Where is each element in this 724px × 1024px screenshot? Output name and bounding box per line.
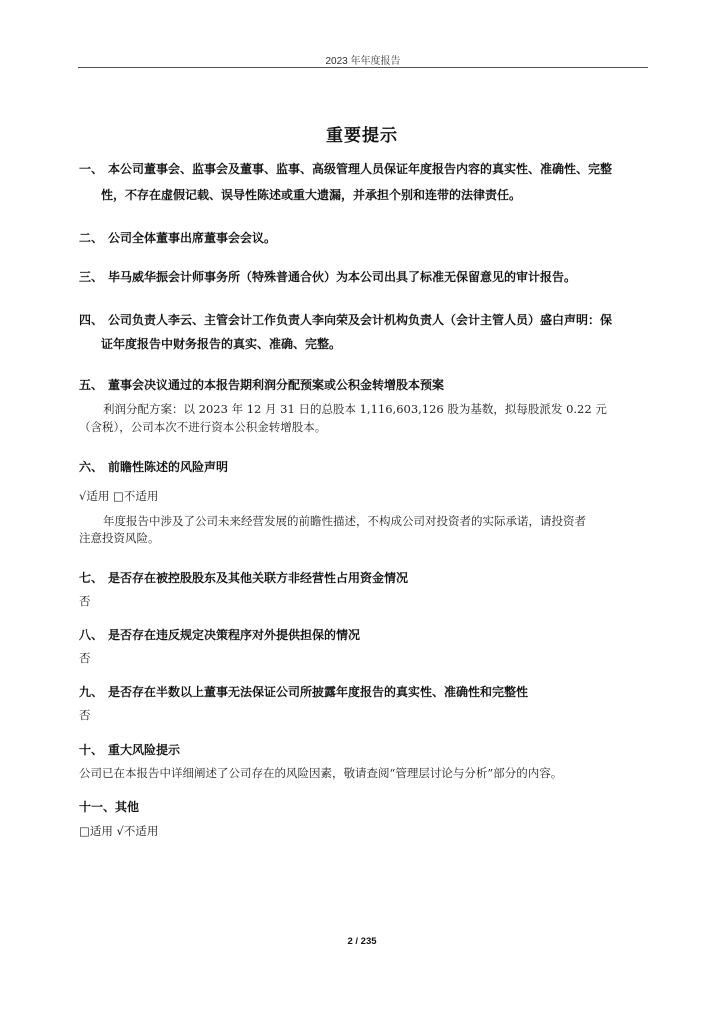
section-1-line-1: 本公司董事会、监事会及董事、监事、高级管理人员保证年度报告内容的真实性、准确性、完整 bbox=[108, 162, 613, 176]
section-8-answer: 否 bbox=[79, 651, 91, 665]
section-6-number: 六、 bbox=[79, 460, 104, 474]
section-1-number: 一、 bbox=[79, 162, 104, 176]
section-5-body-line-2: （含税），公司本次不进行资本公积金转增股本。 bbox=[79, 420, 327, 434]
section-4-line-2: 证年度报告中财务报告的真实、准确、完整。 bbox=[101, 337, 342, 351]
section-4-line-1: 公司负责人李云、主管会计工作负责人李向荣及会计机构负责人（会计主管人员）盛白声明：保 bbox=[108, 313, 613, 327]
page-title: 重要提示 bbox=[326, 126, 398, 146]
section-6-body-line-2: 注意投资风险。 bbox=[79, 531, 160, 545]
section-9-answer: 否 bbox=[79, 708, 91, 722]
header-rule bbox=[78, 67, 648, 68]
section-5-body-line-1: 利润分配方案：以 2023 年 12 月 31 日的总股本 1,116,603,126 股为基数，拟每股派发 0.22 元 bbox=[103, 402, 607, 416]
section-6-body-line-1: 年度报告中涉及了公司未来经营发展的前瞻性描述，不构成公司对投资者的实际承诺，请投资者 bbox=[103, 514, 586, 528]
section-7-answer: 否 bbox=[79, 594, 91, 608]
section-11-heading: 十一、其他 bbox=[79, 800, 140, 814]
section-5-heading: 董事会决议通过的本报告期利润分配预案或公积金转增股本预案 bbox=[108, 378, 445, 392]
section-2-text: 公司全体董事出席董事会会议。 bbox=[108, 231, 277, 245]
section-11-applicability: □适用 √不适用 bbox=[79, 824, 159, 838]
section-5-number: 五、 bbox=[79, 378, 104, 392]
page-number: 2 / 235 bbox=[347, 936, 377, 947]
section-1-line-2: 性，不存在虚假记载、误导性陈述或重大遗漏，并承担个别和连带的法律责任。 bbox=[101, 188, 522, 202]
section-9-heading: 是否存在半数以上董事无法保证公司所披露年度报告的真实性、准确性和完整性 bbox=[108, 685, 529, 699]
section-10-number: 十、 bbox=[79, 743, 104, 757]
section-4-number: 四、 bbox=[79, 313, 104, 327]
page-header: 2023 年年度报告 bbox=[325, 56, 401, 67]
section-8-number: 八、 bbox=[79, 628, 104, 642]
section-6-heading: 前瞻性陈述的风险声明 bbox=[108, 460, 229, 474]
section-6-applicability: √适用 □不适用 bbox=[79, 489, 159, 503]
section-10-heading: 重大风险提示 bbox=[108, 743, 181, 757]
section-8-heading: 是否存在违反规定决策程序对外提供担保的情况 bbox=[108, 628, 361, 642]
section-7-heading: 是否存在被控股股东及其他关联方非经营性占用资金情况 bbox=[108, 571, 409, 585]
section-2-number: 二、 bbox=[79, 231, 104, 245]
section-3-number: 三、 bbox=[79, 270, 104, 284]
section-3-text: 毕马威华振会计师事务所（特殊普通合伙）为本公司出具了标准无保留意见的审计报告。 bbox=[108, 270, 577, 284]
section-7-number: 七、 bbox=[79, 571, 104, 585]
section-9-number: 九、 bbox=[79, 685, 104, 699]
section-10-body: 公司已在本报告中详细阐述了公司存在的风险因素，敬请查阅“管理层讨论与分析”部分的内容。 bbox=[79, 766, 563, 780]
